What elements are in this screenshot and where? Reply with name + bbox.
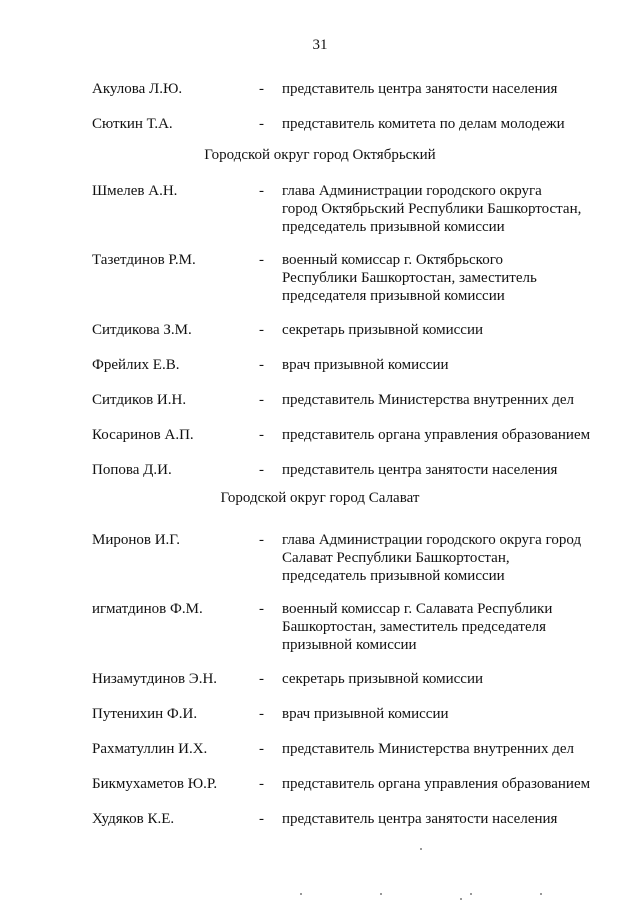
dash-separator: - (259, 322, 264, 338)
member-name: Ситдикова З.М. (92, 322, 192, 338)
section-heading: Городской округ город Салават (220, 490, 420, 506)
dash-separator: - (259, 116, 264, 132)
member-role (282, 426, 622, 444)
member-role (282, 531, 622, 585)
role-line: глава Администрации городского округа город (282, 532, 582, 548)
member-role (282, 356, 622, 374)
member-role (282, 670, 622, 688)
role-line: призывной комиссии (282, 637, 417, 653)
page-number: 31 (312, 37, 328, 53)
role-line: представитель центра занятости населения (282, 811, 558, 827)
role-line: представитель Министерства внутренних дел (282, 392, 574, 408)
member-role (282, 775, 622, 793)
role-line: представитель Министерства внутренних дел (282, 741, 574, 757)
role-line: представитель органа управления образованием (282, 427, 591, 443)
role-line: врач призывной комиссии (282, 706, 449, 722)
scan-speck (380, 893, 382, 895)
dash-separator: - (259, 183, 264, 199)
role-line: председатель призывной комиссии (282, 219, 505, 235)
dash-separator: - (259, 776, 264, 792)
scan-speck (420, 848, 422, 850)
member-role (282, 461, 622, 479)
role-line: глава Администрации городского округа (282, 183, 542, 199)
role-line: председатель призывной комиссии (282, 568, 505, 584)
member-role (282, 391, 622, 409)
scan-speck (540, 893, 542, 895)
role-line: Салават Республики Башкортостан, (282, 550, 510, 566)
member-name: игматдинов Ф.М. (92, 601, 203, 617)
role-line: Башкортостан, заместитель председателя (282, 619, 547, 635)
dash-separator: - (259, 532, 264, 548)
member-name: Сюткин Т.А. (92, 116, 173, 132)
member-role (282, 251, 622, 305)
member-name: Попова Д.И. (92, 462, 172, 478)
member-role (282, 80, 622, 98)
dash-separator: - (259, 741, 264, 757)
dash-separator: - (259, 357, 264, 373)
role-line: представитель органа управления образованием (282, 776, 591, 792)
member-name: Акулова Л.Ю. (92, 81, 183, 97)
member-name: Фрейлих Е.В. (92, 357, 180, 373)
role-line: секретарь призывной комиссии (282, 322, 484, 338)
member-role (282, 740, 622, 758)
dash-separator: - (259, 671, 264, 687)
member-name: Шмелев А.Н. (92, 183, 178, 199)
member-name: Миронов И.Г. (92, 532, 181, 548)
scan-speck (300, 893, 302, 895)
dash-separator: - (259, 706, 264, 722)
member-name: Путенихин Ф.И. (92, 706, 198, 722)
member-role (282, 182, 622, 236)
dash-separator: - (259, 811, 264, 827)
dash-separator: - (259, 392, 264, 408)
dash-separator: - (259, 462, 264, 478)
dash-separator: - (259, 252, 264, 268)
member-role (282, 705, 622, 723)
member-name: Ситдиков И.Н. (92, 392, 187, 408)
member-name: Бикмухаметов Ю.Р. (92, 776, 218, 792)
member-name: Тазетдинов Р.М. (92, 252, 196, 268)
member-role (282, 115, 622, 133)
member-name: Худяков К.Е. (92, 811, 175, 827)
role-line: секретарь призывной комиссии (282, 671, 484, 687)
role-line: представитель центра занятости населения (282, 81, 558, 97)
member-name: Низамутдинов Э.Н. (92, 671, 218, 687)
scan-speck (460, 898, 462, 900)
section-heading: Городской округ город Октябрьский (204, 147, 436, 163)
role-line: военный комиссар г. Октябрьского (282, 252, 503, 268)
scan-speck (470, 893, 472, 895)
role-line: врач призывной комиссии (282, 357, 449, 373)
member-role (282, 810, 622, 828)
member-role (282, 600, 622, 654)
dash-separator: - (259, 427, 264, 443)
dash-separator: - (259, 601, 264, 617)
role-line: военный комиссар г. Салавата Республики (282, 601, 553, 617)
member-name: Рахматуллин И.Х. (92, 741, 208, 757)
role-line: Республики Башкортостан, заместитель (282, 270, 537, 286)
member-role (282, 321, 622, 339)
role-line: представитель центра занятости населения (282, 462, 558, 478)
role-line: председателя призывной комиссии (282, 288, 505, 304)
member-name: Косаринов А.П. (92, 427, 194, 443)
role-line: город Октябрьский Республики Башкортостан, (282, 201, 582, 217)
dash-separator: - (259, 81, 264, 97)
role-line: представитель комитета по делам молодежи (282, 116, 565, 132)
